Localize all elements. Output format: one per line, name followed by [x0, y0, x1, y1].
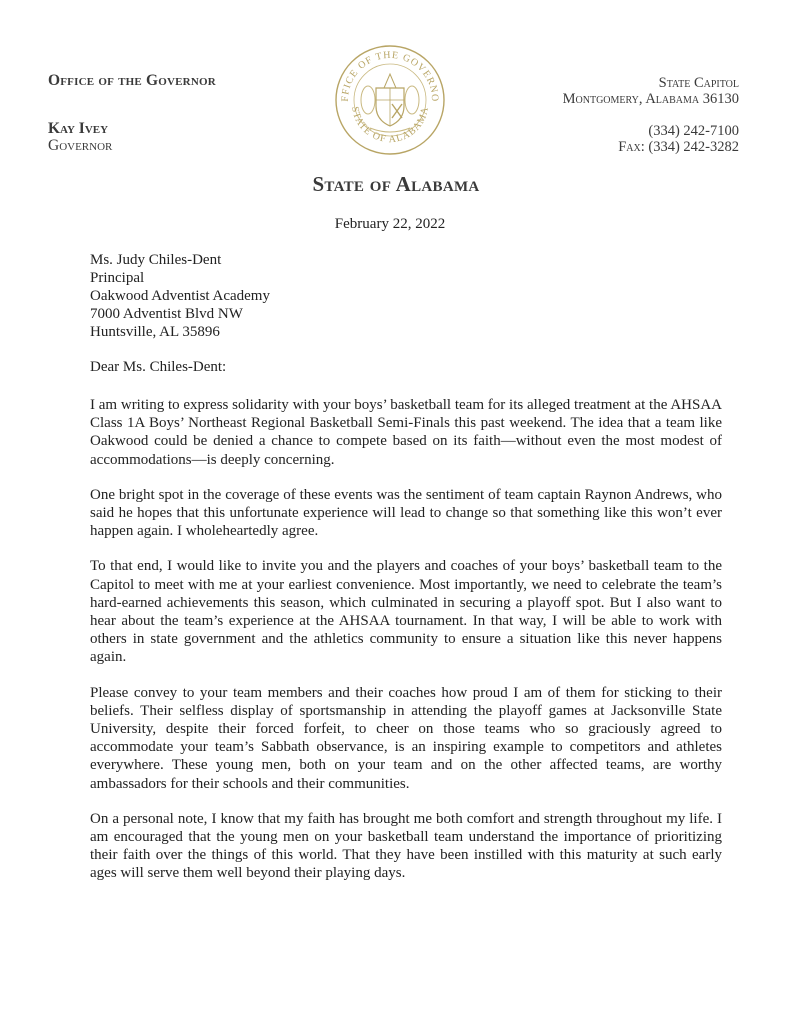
address-line-2: Montgomery, Alabama 36130 — [562, 91, 739, 107]
office-title: Office of the Governor — [48, 72, 216, 89]
address-line-1: State Capitol — [658, 75, 739, 91]
svg-text:STATE OF ALABAMA: STATE OF ALABAMA — [349, 105, 432, 146]
salutation: Dear Ms. Chiles-Dent: — [90, 359, 227, 375]
governor-name: Kay Ivey — [48, 120, 109, 137]
letter-body — [90, 396, 722, 900]
recipient-title: Principal — [90, 270, 145, 286]
paragraph: To that end, I would like to invite you and the players and coaches of your boys’ basketball team to the Capitol to meet with me at your earliest convenience. Most importantly, we need to celebrate the team’s hard-earned achievements this season, which culminated in securing a playoff spot. But I also want to hear about the team’s experience at the AHSAA tournament. In that way, I will be able to work with others in state government and the athletics community to ensure a situation like this never happens again. — [90, 558, 722, 666]
recipient-address — [90, 251, 270, 341]
letter-date: February 22, 2022 — [334, 216, 446, 232]
svg-text:OFFICE OF THE GOVERNOR: FFICE OF THE GOVERNO — [339, 49, 441, 103]
recipient-organization: Oakwood Adventist Academy — [90, 288, 270, 304]
letterhead-left — [48, 72, 216, 154]
letterhead-right — [563, 75, 739, 155]
governor-seal-icon — [334, 44, 446, 156]
paragraph: One bright spot in the coverage of these events was the sentiment of team captain Raynon Andrews, who said he hopes that this unfortunate experience will lead to change so that something like this won’t ever happen again. I wholeheartedly agree. — [90, 486, 722, 540]
governor-title: Governor — [48, 137, 113, 154]
recipient-city: Huntsville, AL 35896 — [90, 324, 220, 340]
paragraph: I am writing to express solidarity with your boys’ basketball team for its alleged treatment at the AHSAA Class 1A Boys’ Northeast Regional Basketball Semi-Finals this past weekend. The idea that a team like Oakwood could be denied a chance to compete based on its faith—without even the most modest of accommodations—is deeply concerning. — [90, 397, 722, 468]
state-heading: State of Alabama — [312, 172, 480, 196]
fax-number: Fax: (334) 242-3282 — [618, 139, 739, 155]
recipient-name: Ms. Judy Chiles-Dent — [90, 252, 222, 268]
paragraph: On a personal note, I know that my faith has brought me both comfort and strength throughout my life. I am encouraged that the young men on your basketball team understand the importance of prioritizing their faith over the things of this world. That they have been instilled with this maturity at such early ages will serve them well beyond their playing days. — [90, 810, 722, 882]
recipient-street: 7000 Adventist Blvd NW — [90, 306, 243, 322]
phone-number: (334) 242-7100 — [648, 123, 739, 139]
paragraph: Please convey to your team members and their coaches how proud I am of them for sticking to their beliefs. Their selfless display of sportsmanship in attending the playoff games at Jacksonville State University, despite their forced forfeit, to cheer on those teams who so graciously agreed to accommodate your team’s Sabbath observance, is an inspiring example to competitors and athletes everywhere. These young men, both on your team and on the other affected teams, are worthy ambassadors for their schools and their communities. — [90, 684, 722, 792]
